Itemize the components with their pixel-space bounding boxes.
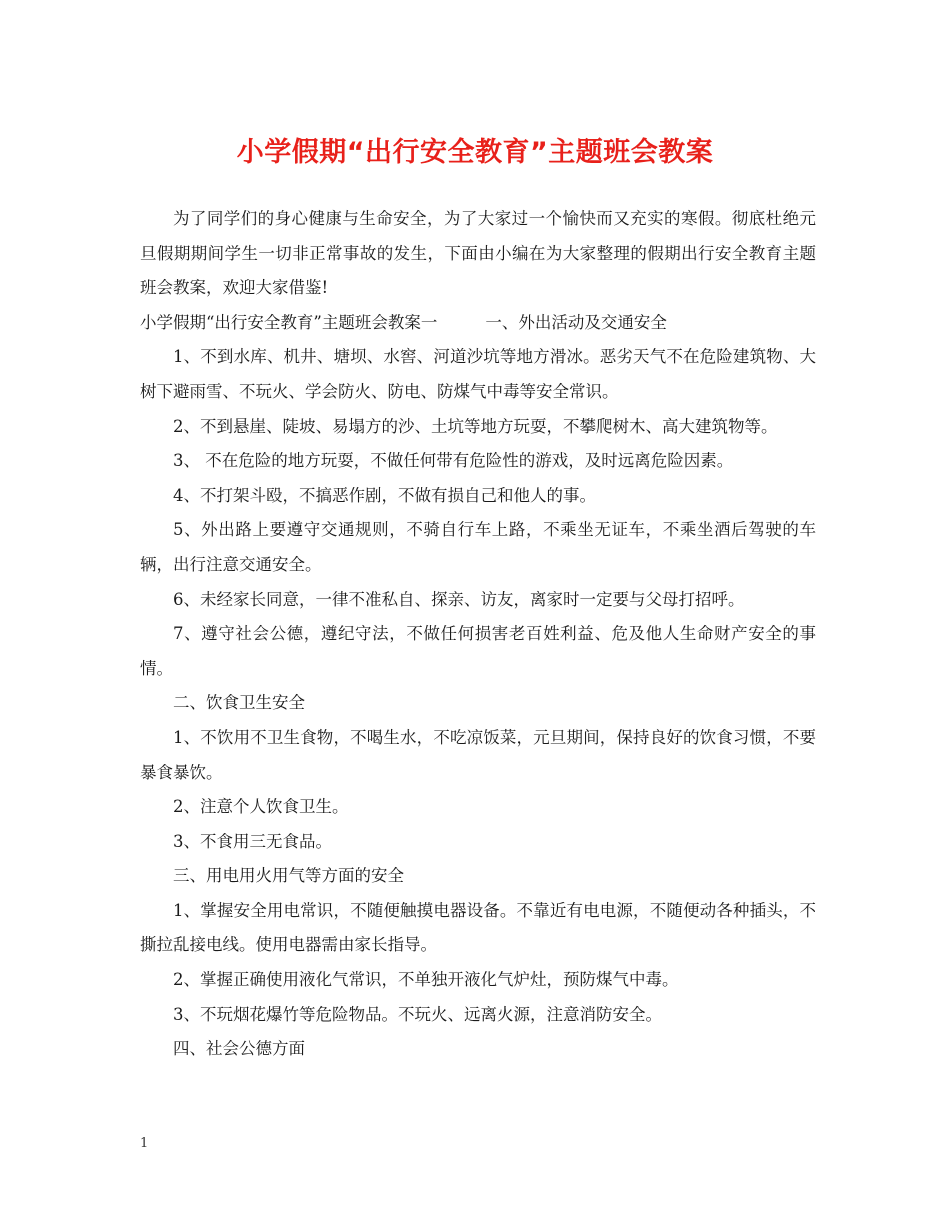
travel-item-3: 3、 不在危险的地方玩耍，不做任何带有危险性的游戏，及时远离危险因素。 — [173, 451, 734, 471]
utility-item-1: 1、掌握安全用电常识，不随便触摸电器设备。不靠近有电电源，不随便动各种插头，不撕拉乱接电线。使用电器需由家长指导。 — [140, 900, 816, 955]
section-heading-public-morality: 四、社会公德方面 — [173, 1039, 305, 1059]
document-body — [140, 202, 816, 1067]
section-heading-food-safety: 二、饮食卫生安全 — [173, 693, 305, 713]
food-item-1: 1、不饮用不卫生食物，不喝生水，不吃凉饭菜，元旦期间，保持良好的饮食习惯，不要暴食暴饮。 — [140, 727, 816, 782]
utility-item-2: 2、掌握正确使用液化气常识，不单独开液化气炉灶，预防煤气中毒。 — [173, 970, 679, 990]
intro-paragraph: 为了同学们的身心健康与生命安全，为了大家过一个愉快而又充实的寒假。彻底杜绝元旦假期期间学生一切非正常事故的发生，下面由小编在为大家整理的假期出行安全教育主题班会教案，欢迎大家借鉴! — [140, 209, 816, 298]
lesson-heading-line — [140, 306, 816, 341]
food-item-3: 3、不食用三无食品。 — [173, 831, 332, 851]
food-item-2: 2、注意个人饮食卫生。 — [173, 797, 349, 817]
section-heading-utility-safety: 三、用电用火用气等方面的安全 — [173, 866, 404, 886]
utility-item-3: 3、不玩烟花爆竹等危险物品。不玩火、远离火源，注意消防安全。 — [173, 1004, 662, 1024]
page-number: 1 — [140, 1136, 149, 1151]
travel-item-6: 6、未经家长同意，一律不准私自、探亲、访友，离家时一定要与父母打招呼。 — [173, 589, 745, 609]
lesson-heading: 小学假期“出行安全教育”主题班会教案一 — [140, 312, 438, 332]
travel-item-4: 4、不打架斗殴，不搞恶作剧，不做有损自己和他人的事。 — [173, 485, 596, 505]
travel-item-5: 5、外出路上要遵守交通规则，不骑自行车上路，不乘坐无证车，不乘坐酒后驾驶的车辆，出行注意交通安全。 — [140, 520, 816, 574]
travel-item-2: 2、不到悬崖、陡坡、易塌方的沙、土坑等地方玩耍，不攀爬树木、高大建筑物等。 — [173, 416, 778, 436]
document-title: 小学假期“出行安全教育”主题班会教案 — [236, 137, 714, 168]
section-heading-travel-safety: 一、外出活动及交通安全 — [485, 312, 667, 332]
travel-item-1: 1、不到水库、机井、塘坝、水窖、河道沙坑等地方滑冰。恶劣天气不在危险建筑物、大树下避雨雪、不玩火、学会防火、防电、防煤气中毒等安全常识。 — [140, 347, 816, 401]
travel-item-7: 7、遵守社会公德，遵纪守法，不做任何损害老百姓利益、危及他人生命财产安全的事情。 — [140, 624, 816, 678]
